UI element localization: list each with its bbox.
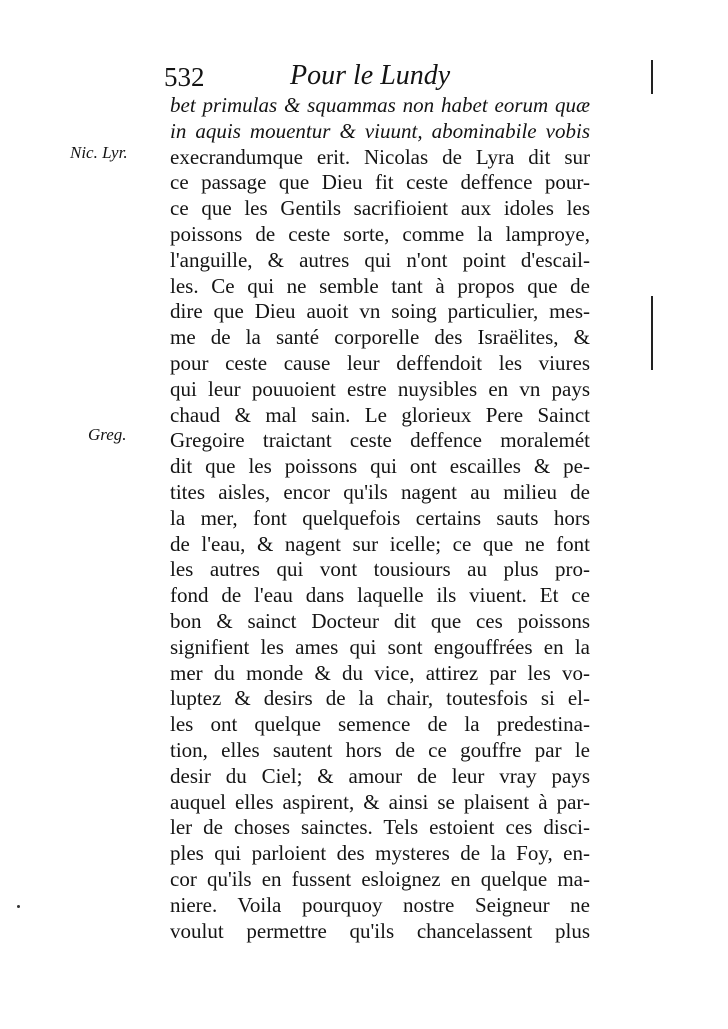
text-line: la mer, font quelquefois certains sauts hors [170, 505, 590, 530]
text-line: cor qu'ils en fussent esloignez en quelque ma- [170, 866, 590, 891]
text-line: pour ceste cause leur deffendoit les viures [170, 350, 590, 375]
margin-note-gregoire: Greg. [88, 425, 127, 444]
body-text [170, 93, 590, 944]
text-line: Gregoire traictant ceste deffence moralemét [170, 428, 590, 453]
text-line: signifient les ames qui sont engouffrées en la [170, 634, 590, 659]
text-line: ce que les Gentils sacrifioient aux idoles les [170, 196, 590, 221]
text-line: execrandumque erit. Nicolas de Lyra dit sur [170, 144, 590, 169]
text-line: poissons de ceste sorte, comme la lamproye, [170, 221, 590, 246]
text-line: me de la santé corporelle des Israëlites, & [170, 325, 590, 350]
text-line: mer du monde & du vice, attirez par les vo- [170, 660, 590, 685]
text-line: ler de choses sainctes. Tels estoient ces disci- [170, 815, 590, 840]
text-line: bet primulas & squammas non habet eorum quæ [170, 93, 590, 117]
text-line: bon & sainct Docteur dit que ces poissons [170, 608, 590, 633]
text-line: niere. Voila pourquoy nostre Seigneur ne [170, 892, 590, 917]
text-line: les ont quelque semence de la predestina- [170, 712, 590, 737]
text-line: tion, elles sautent hors de ce gouffre par le [170, 737, 590, 762]
scan-edge-mark [651, 60, 653, 94]
text-line: fond de l'eau dans laquelle ils viuent. Et ce [170, 583, 590, 608]
text-line: voulut permettre qu'ils chancelassent plus [170, 918, 590, 943]
text-line: l'anguille, & autres qui n'ont point d'escail- [170, 247, 590, 272]
paper-speck [17, 905, 20, 908]
text-line: tites aisles, encor qu'ils nagent au milieu de [170, 479, 590, 504]
text-line: dit que les poissons qui ont escailles & pe- [170, 454, 590, 479]
text-line: chaud & mal sain. Le glorieux Pere Sainct [170, 402, 590, 427]
text-line: auquel elles aspirent, & ainsi se plaisent à par- [170, 789, 590, 814]
margin-note-lyra: Nic. Lyr. [70, 143, 128, 162]
text-line: ce passage que Dieu fit ceste deffence pour- [170, 170, 590, 195]
text-line: les. Ce qui ne semble tant à propos que de [170, 273, 590, 298]
text-line: luptez & desirs de la chair, toutesfois si el- [170, 686, 590, 711]
text-line: les autres qui vont tousiours au plus pro- [170, 557, 590, 582]
text-line: qui leur pouuoient estre nuysibles en vn pays [170, 376, 590, 401]
text-line: ples qui parloient des mysteres de la Foy, en- [170, 841, 590, 866]
page-number: 532 [164, 62, 205, 92]
text-line: dire que Dieu auoit vn soing particulier, mes- [170, 299, 590, 324]
text-line: de l'eau, & nagent sur icelle; ce que ne font [170, 531, 590, 556]
text-line: in aquis mouentur & viuunt, abominabile vobis [170, 118, 590, 143]
scan-edge-mark [651, 296, 653, 370]
text-line: desir du Ciel; & amour de leur vray pays [170, 763, 590, 788]
running-title: Pour le Lundy [290, 60, 451, 91]
